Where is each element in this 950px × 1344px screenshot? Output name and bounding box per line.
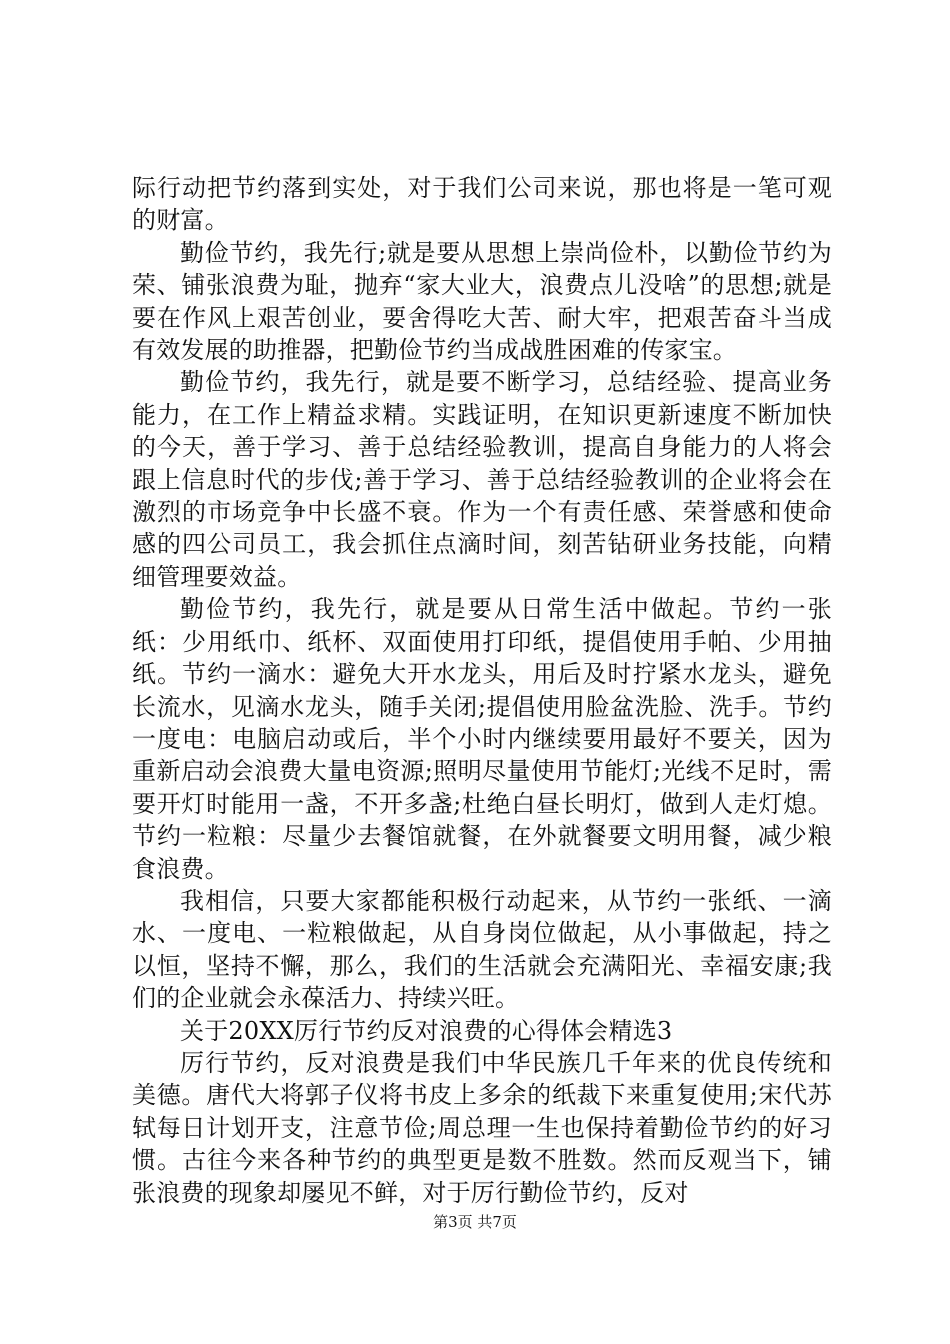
paragraph-tradition: 厉行节约，反对浪费是我们中华民族几千年来的优良传统和美德。唐代大将郭子仪将书皮上多余的纸裁下来重复使用;宋代苏轼每日计划开支，注意节俭;周总理一生也保持着勤俭节约的好习惯。古往今来各种节约的典型更是数不胜数。然而反观当下，铺张浪费的现象却屡见不鲜，对于厉行勤俭节约，反对	[132, 1048, 832, 1207]
paragraph-ideology: 勤俭节约，我先行;就是要从思想上崇尚俭朴，以勤俭节约为荣、铺张浪费为耻，抛弃“家大业大，浪费点儿没啥”的思想;就是要在作风上艰苦创业，要舍得吃大苦、耐大牢，把艰苦奋斗当成有效发展的助推器，把勤俭节约当成战胜困难的传家宝。	[132, 238, 832, 365]
paragraph-daily-life: 勤俭节约，我先行，就是要从日常生活中做起。节约一张纸：少用纸巾、纸杯、双面使用打印纸，提倡使用手帕、少用抽纸。节约一滴水：避免大开水龙头，用后及时拧紧水龙头，避免长流水，见滴水龙头，随手关闭;提倡使用脸盆洗脸、洗手。节约一度电：电脑启动或后，半个小时内继续要用最好不要关，因为重新启动会浪费大量电资源;照明尽量使用节能灯;光线不足时，需要开灯时能用一盏，不开多盏;杜绝白昼长明灯，做到人走灯熄。节约一粒粮：尽量少去餐馆就餐，在外就餐要文明用餐，减少粮食浪费。	[132, 595, 832, 883]
paragraph-continuation: 际行动把节约落到实处，对于我们公司来说，那也将是一笔可观的财富。	[132, 174, 832, 235]
document-body	[132, 172, 832, 1209]
paragraph-learning: 勤俭节约，我先行，就是要不断学习，总结经验、提高业务能力，在工作上精益求精。实践证明，在知识更新速度不断加快的今天，善于学习、善于总结经验教训，提高自身能力的人将会跟上信息时代的步伐;善于学习、善于总结经验教训的企业将会在激烈的市场竞争中长盛不衰。作为一个有责任感、荣誉感和使命感的四公司员工，我会抓住点滴时间，刻苦钻研业务技能，向精细管理要效益。	[132, 368, 832, 591]
paragraph-conclusion: 我相信，只要大家都能积极行动起来，从节约一张纸、一滴水、一度电、一粒粮做起，从自身岗位做起，从小事做起，持之以恒，坚持不懈，那么，我们的生活就会充满阳光、幸福安康;我们的企业就会永葆活力、持续兴旺。	[132, 886, 832, 1013]
section-heading: 关于20XX厉行节约反对浪费的心得体会精选3	[180, 1016, 673, 1045]
page-number-footer: 第3页 共7页	[433, 1213, 517, 1231]
